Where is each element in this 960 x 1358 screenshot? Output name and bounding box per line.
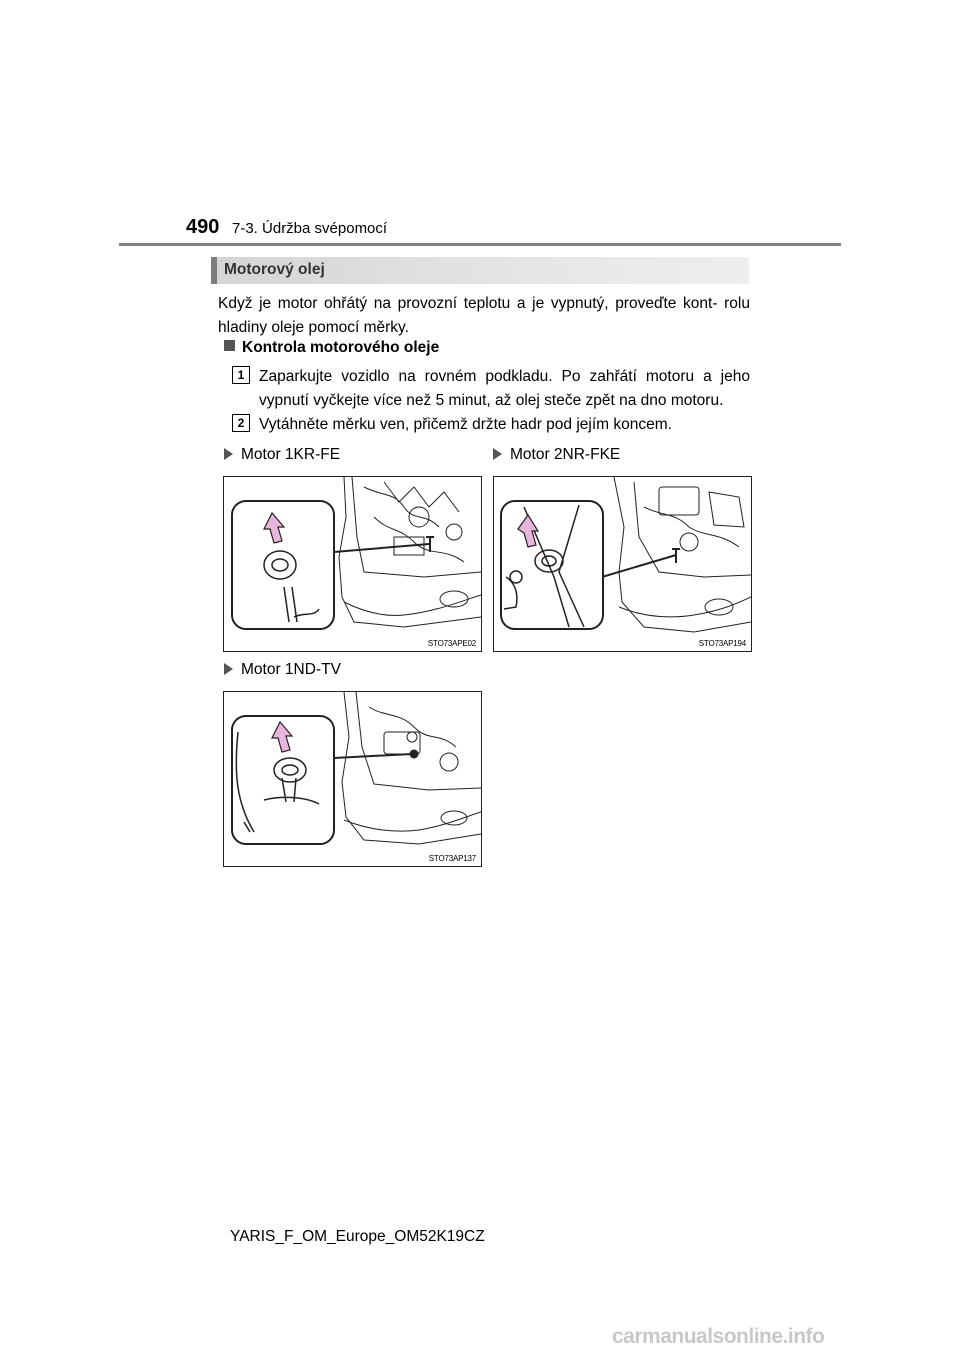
triangle-bullet-icon (224, 448, 233, 460)
step-text-1: Zaparkujte vozidlo na rovném podkladu. Po zahřátí motoru a jeho vypnutí vyčkejte více než 5 minut, až olej steče zpět na dno motoru. (259, 368, 750, 409)
triangle-bullet-icon (493, 448, 502, 460)
subsection-title: Kontrola motorového oleje (242, 339, 440, 356)
document-id: YARIS_F_OM_Europe_OM52K19CZ (230, 1228, 485, 1245)
watermark: carmanualsonline.info (612, 1325, 825, 1348)
page-number: 490 (186, 216, 220, 238)
figure-engine-2nr (493, 476, 752, 652)
engine-illustration (494, 477, 751, 651)
figure-engine-1kr (223, 476, 482, 652)
figure-code: STO73AP194 (698, 639, 746, 648)
square-bullet-icon (224, 340, 235, 351)
triangle-bullet-icon (224, 663, 233, 675)
engine-illustration (224, 477, 481, 651)
figure-code: STO73AP137 (428, 854, 476, 863)
section-title: Motorový olej (224, 261, 325, 278)
step-text-2: Vytáhněte měrku ven, přičemž držte hadr pod jejím koncem. (259, 416, 672, 433)
step-number-2: 2 (232, 414, 250, 432)
figure-caption-2nr: Motor 2NR-FKE (493, 446, 620, 464)
section-intro: Když je motor ohřátý na provozní teplotu a je vypnutý, proveďte kont- rolu hladiny oleje pomocí měrky. (218, 295, 750, 336)
section-bar-accent (211, 257, 217, 284)
step-number-1: 1 (232, 366, 250, 384)
section-path: 7-3. Údržba svépomocí (232, 220, 388, 237)
subsection-heading (224, 339, 439, 357)
figure-caption-1nd: Motor 1ND-TV (224, 661, 341, 679)
figure-engine-1nd (223, 691, 482, 867)
header-rule (119, 243, 841, 246)
figure-code: STO73APE02 (427, 639, 476, 648)
engine-illustration (224, 692, 481, 866)
figure-caption-1kr: Motor 1KR-FE (224, 446, 340, 464)
